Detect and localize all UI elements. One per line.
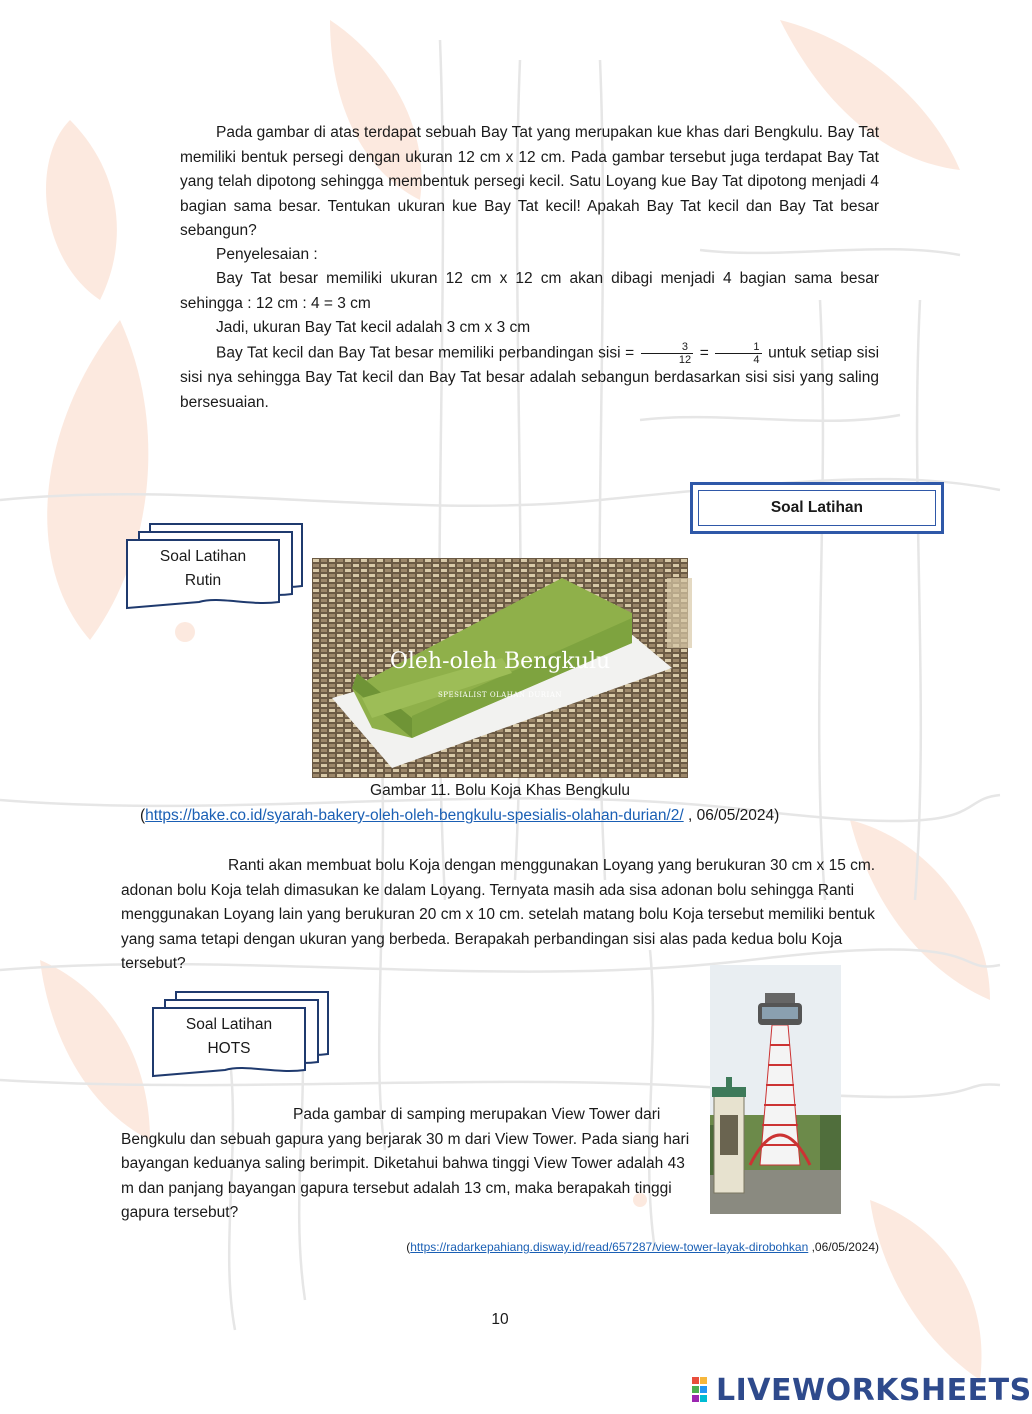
- frac1-den: 12: [678, 354, 692, 366]
- solution-step-2: Jadi, ukuran Bay Tat kecil adalah 3 cm x 3 cm: [216, 319, 531, 336]
- view-tower-source: [0, 1238, 879, 1256]
- rutin-line-1: Soal Latihan: [159, 548, 247, 565]
- bolu-koja-image: [312, 558, 688, 778]
- radar-source-link[interactable]: https://radarkepahiang.disway.id/read/657287/view-tower-layak-dirobohkan: [410, 1240, 809, 1254]
- hots-line-2: HOTS: [207, 1040, 251, 1057]
- fraction-3-12: [641, 341, 693, 366]
- figure-11-source: [140, 804, 900, 829]
- caption1-open-paren: (: [140, 807, 146, 824]
- solution-step-1: Bay Tat besar memiliki ukuran 12 cm x 12 cm akan dibagi menjadi 4 bagian sama besar sehingga : 12 cm : 4 = 3 cm: [180, 270, 879, 312]
- view-tower-photo: [710, 965, 841, 1214]
- bake-source-link[interactable]: https://bake.co.id/syarah-bakery-oleh-oleh-bengkulu-spesialis-olahan-durian/2/: [145, 807, 684, 824]
- bolu-koja-photo: [312, 558, 688, 778]
- fraction-1-4: [715, 341, 761, 366]
- caption1-date: , 06/05/2024): [683, 807, 780, 824]
- step3-pre: Bay Tat kecil dan Bay Tat besar memiliki perbandingan sisi =: [216, 344, 635, 362]
- liveworksheets-logo: [692, 1373, 1032, 1407]
- figure-11-caption: Gambar 11. Bolu Koja Khas Bengkulu: [370, 782, 630, 799]
- frac2-num: 1: [715, 341, 761, 354]
- step3-post: untuk setiap sisi sisi nya sehingga Bay Tat kecil dan Bay Tat besar adalah sebangun berdasarkan sisi sisi yang saling bersesuaian.: [180, 344, 880, 411]
- hots-problem-text: Pada gambar di samping merupakan View Tower dari Bengkulu dan sebuah gapura yang berjarak 30 m dari View Tower. Pada siang hari bayangan keduanya saling berimpit. Diketahui bahwa tinggi View Tower adalah 43 m dan panjang bayangan gapura tersebut adalah 13 cm, maka berapakah tinggi gapura tersebut?: [121, 1106, 690, 1221]
- intro-paragraph: Pada gambar di atas terdapat sebuah Bay Tat yang merupakan kue khas dari Bengkulu. Bay Tat memiliki bentuk persegi dengan ukuran 12 cm x 12 cm. Pada gambar tersebut juga terdapat Bay Tat yang telah dipotong sehingga membentuk persegi kecil. Satu Loyang kue Bay Tat dipotong menjadi 4 bagian sama besar. Tentukan ukuran kue Bay Tat kecil! Apakah Bay Tat kecil dan Bay Tat besar sebangun?: [180, 124, 879, 239]
- solution-step-3: [180, 341, 879, 415]
- liveworksheets-logo-icon: [692, 1377, 716, 1403]
- hots-line-1: Soal Latihan: [185, 1016, 273, 1033]
- page-number: 10: [491, 1311, 509, 1328]
- frac1-num: 3: [641, 341, 693, 354]
- photo1-watermark-sub: SPESIALIST OLAHAN DURIAN: [437, 691, 563, 699]
- rutin-line-2: Rutin: [184, 572, 222, 589]
- frac2-den: 4: [753, 354, 760, 366]
- rutin-card-text: [127, 545, 279, 593]
- liveworksheets-wordmark: LIVEWORKSHEETS: [716, 1372, 1032, 1408]
- hots-card-text: [153, 1013, 305, 1061]
- view-tower-image: [710, 965, 841, 1214]
- soal-latihan-rutin-card: [124, 520, 306, 612]
- soal-latihan-label: Soal Latihan: [698, 490, 936, 526]
- penyelesaian-label: Penyelesaian :: [216, 246, 318, 263]
- equals-sign: =: [699, 344, 709, 362]
- soal-latihan-hots-card: [150, 988, 332, 1080]
- caption2-date: ,06/05/2024): [808, 1240, 879, 1254]
- rutin-problem-text: Ranti akan membuat bolu Koja dengan menggunakan Loyang yang berukuran 30 cm x 15 cm. adonan bolu Koja telah dimasukan ke dalam Loyang. Ternyata masih ada sisa adonan bolu sehingga Ranti menggunakan Loyang lain yang berukuran 20 cm x 10 cm. setelah matang bolu Koja tersebut memiliki bentuk yang sama tetapi dengan ukuran yang berbeda. Berapakah perbandingan sisi alas pada kedua bolu Koja tersebut?: [121, 857, 876, 972]
- soal-latihan-heading: [690, 482, 944, 534]
- photo1-watermark-title: Oleh-oleh Bengkulu: [389, 649, 611, 674]
- caption2-open-paren: (: [406, 1240, 411, 1254]
